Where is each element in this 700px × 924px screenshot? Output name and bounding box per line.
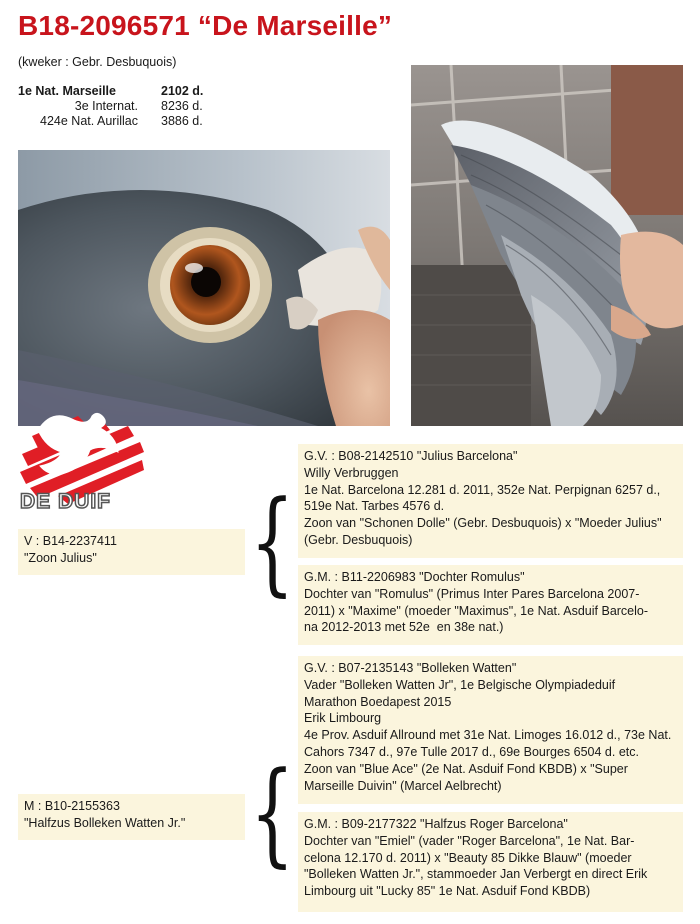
pedigree-line: celona 12.170 d. 2011) x "Beauty 85 Dikke Blauw" (moeder: [304, 850, 632, 865]
maternal-grandfather-box: [298, 656, 683, 804]
result-row: [18, 99, 238, 114]
father-id: V : B14-2237411: [24, 534, 117, 548]
result-label: 424e Nat. Aurillac: [40, 114, 138, 128]
pedigree-line: 2011) x "Maxime" (moeder "Maximus", 1e Nat. Asduif Barcelo-: [304, 603, 649, 618]
pedigree-line: Dochter van "Romulus" (Primus Inter Pares Barcelona 2007-: [304, 586, 640, 601]
pedigree-line: na 2012-2013 met 52e en 38e nat.): [304, 620, 504, 635]
pedigree-line: Zoon van "Blue Ace" (2e Nat. Asduif Fond KBDB) x "Super: [304, 761, 628, 776]
pedigree-line: (Gebr. Desbuquois): [304, 532, 413, 547]
result-row: [18, 114, 238, 129]
pedigree-line: Zoon van "Schonen Dolle" (Gebr. Desbuquois) x "Moeder Julius": [304, 516, 662, 531]
maternal-grandmother-box: [298, 812, 683, 912]
pedigree-line: "Bolleken Watten Jr.", stammoeder Jan Verbergt en direct Erik: [304, 867, 648, 882]
pedigree-line: 1e Nat. Barcelona 12.281 d. 2011, 352e Nat. Perpignan 6257 d.,: [304, 482, 661, 497]
pedigree-line: 4e Prov. Asduif Allround met 31e Nat. Limoges 16.012 d., 73e Nat.: [304, 728, 672, 743]
father-name: "Zoon Julius": [24, 550, 97, 565]
result-value: 8236 d.: [161, 99, 203, 113]
pigeon-wing-photo: [411, 65, 683, 426]
pedigree-line: Marseille Duivin" (Marcel Aelbrecht): [304, 778, 502, 793]
logo-text: DE DUIF: [20, 490, 111, 513]
result-label: 1e Nat. Marseille: [18, 84, 116, 98]
brace-mother: {: [250, 747, 295, 879]
mother-name: "Halfzus Bolleken Watten Jr.": [24, 815, 186, 830]
result-value: 3886 d.: [161, 114, 203, 128]
pedigree-line: G.V. : B07-2135143 "Bolleken Watten": [304, 661, 517, 675]
mother-id: M : B10-2155363: [24, 799, 120, 813]
paternal-grandfather-box: [298, 444, 683, 558]
father-box: [18, 529, 245, 575]
pedigree-line: Limbourg uit "Lucky 85" 1e Nat. Asduif Fond KBDB): [304, 884, 591, 899]
page-title: B18-2096571 “De Marseille”: [18, 10, 393, 41]
breeder-line: (kweker : Gebr. Desbuquois): [18, 55, 177, 69]
paternal-grandmother-box: [298, 565, 683, 645]
result-value: 2102 d.: [161, 84, 204, 98]
result-label: 3e Internat.: [74, 99, 138, 113]
pedigree-line: G.M. : B11-2206983 "Dochter Romulus": [304, 570, 525, 584]
result-row: [18, 84, 238, 99]
pedigree-line: 519e Nat. Tarbes 4576 d.: [304, 499, 445, 514]
mother-box: [18, 794, 245, 840]
pedigree-line: Marathon Boedapest 2015: [304, 694, 452, 709]
pedigree-line: Vader "Bolleken Watten Jr", 1e Belgische Olympiadeduif: [304, 677, 616, 692]
brace-father: {: [250, 476, 295, 608]
pedigree-line: Willy Verbruggen: [304, 465, 399, 480]
pedigree-line: G.V. : B08-2142510 "Julius Barcelona": [304, 449, 518, 463]
pigeon-eye-photo: [18, 150, 390, 426]
results-list: [18, 84, 238, 129]
pedigree-line: G.M. : B09-2177322 "Halfzus Roger Barcelona": [304, 817, 568, 831]
pedigree-line: Dochter van "Emiel" (vader "Roger Barcelona", 1e Nat. Bar-: [304, 833, 635, 848]
pedigree-line: Cahors 7347 d., 97e Tulle 2017 d., 69e Bourges 6504 d. etc.: [304, 744, 639, 759]
pedigree-line: Erik Limbourg: [304, 711, 382, 726]
